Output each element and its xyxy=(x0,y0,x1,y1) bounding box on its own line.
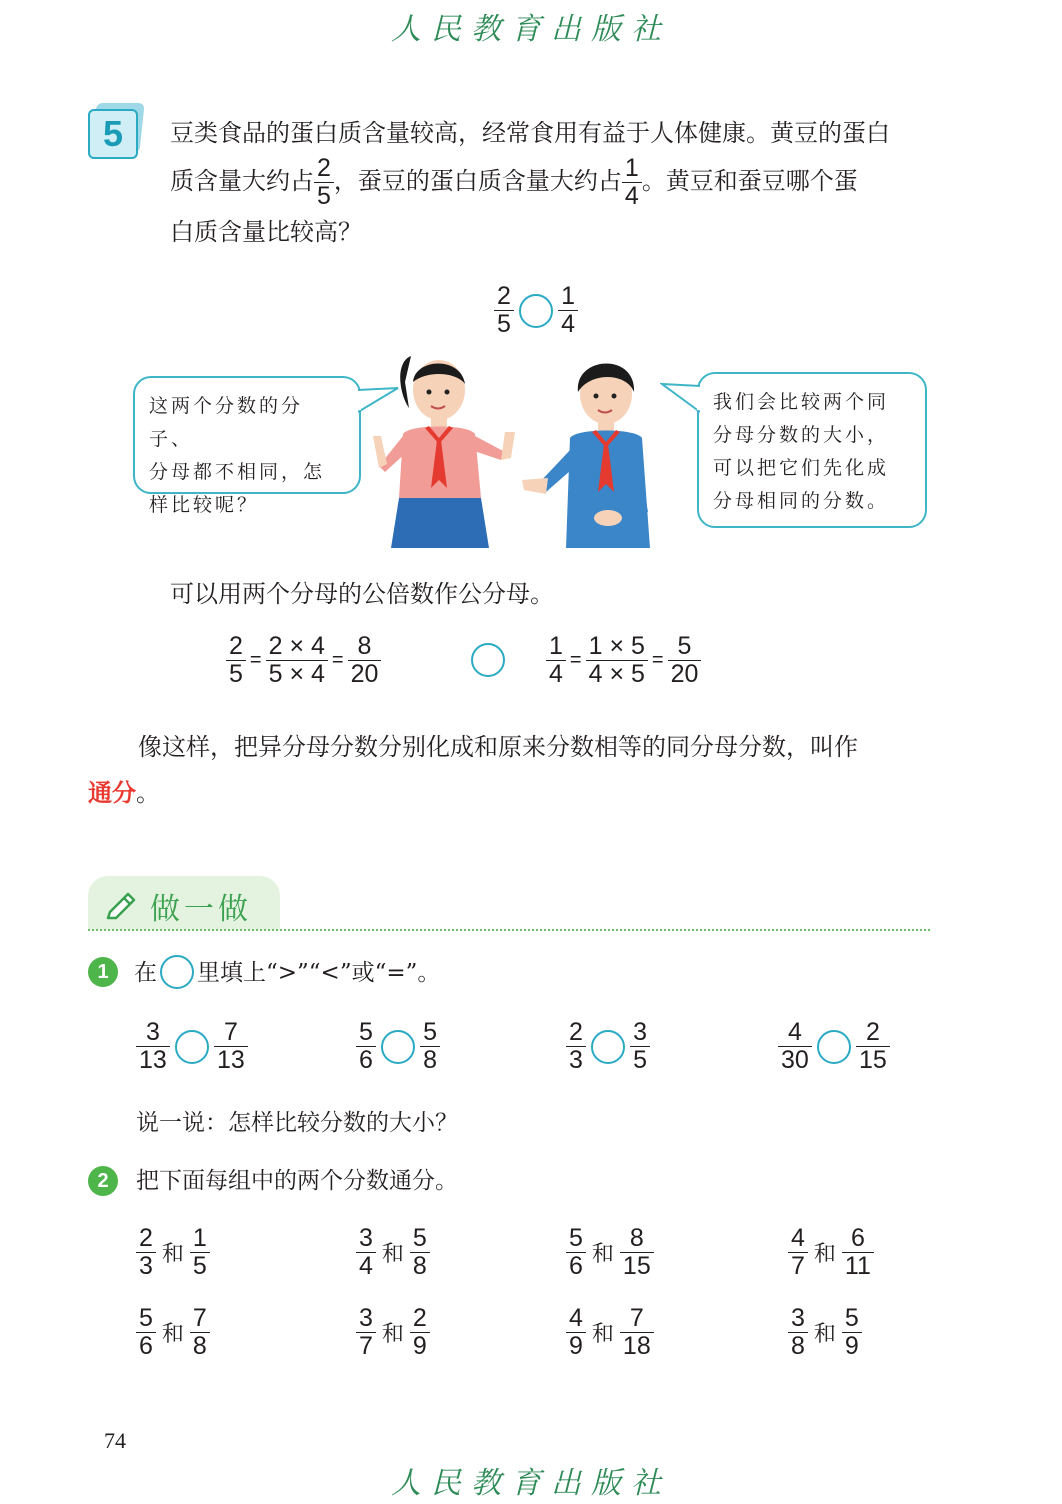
fraction: $\frac{5}{8}$ xyxy=(420,1020,440,1073)
boy-illustration xyxy=(518,352,668,550)
compare-expression xyxy=(494,284,578,337)
term-tongfen: 通分 xyxy=(88,778,136,807)
girl-illustration xyxy=(365,348,525,550)
page-number: 74 xyxy=(104,1428,126,1453)
answer-circle[interactable] xyxy=(591,1030,625,1064)
fraction: $\frac{5}{9}$ xyxy=(842,1306,862,1359)
fraction: $\frac{8}{20}$ xyxy=(348,634,382,687)
fraction: $\frac{1}{4}$ xyxy=(546,634,566,687)
problem-text: 质含量大约占 xyxy=(170,167,314,195)
pencil-icon xyxy=(104,888,138,920)
q1-pair-1 xyxy=(136,1020,248,1073)
fraction: $\frac{7}{13}$ xyxy=(214,1020,248,1073)
q2-pair: $\frac{4}{7}$ 和 $\frac{6}{11}$ xyxy=(788,1226,874,1279)
fraction: $\frac{1}{4}$ xyxy=(622,156,642,209)
fraction: $\frac{2}{5}$ xyxy=(314,156,334,209)
q1-instruction: 在 里填上“>”“<”或“=”。 xyxy=(134,957,440,991)
hint-text: 可以用两个分母的公倍数作公分母。 xyxy=(170,580,554,608)
q2-pair: $\frac{5}{6}$ 和 $\frac{7}{8}$ xyxy=(136,1306,210,1359)
fraction: $\frac{2 \times 4}{5 \times 4}$ xyxy=(266,634,328,687)
answer-circle[interactable] xyxy=(175,1030,209,1064)
calc-left: $\frac{2}{5}$ = $\frac{2 \times 4}{5 \times 4}$ = $\frac{8}{20}$ xyxy=(226,634,381,687)
compare-circle[interactable] xyxy=(471,643,505,677)
fraction: $\frac{3}{13}$ xyxy=(136,1020,170,1073)
fraction: $\frac{3}{8}$ xyxy=(788,1306,808,1359)
fraction: $\frac{2}{5}$ xyxy=(494,284,514,337)
section-divider xyxy=(88,929,930,931)
problem-line-2 xyxy=(170,156,950,209)
example-number-badge xyxy=(88,103,144,159)
answer-circle[interactable] xyxy=(817,1030,851,1064)
q2-pair: $\frac{3}{8}$ 和 $\frac{5}{9}$ xyxy=(788,1306,862,1359)
fraction: $\frac{5}{6}$ xyxy=(566,1226,586,1279)
fraction: $\frac{2}{9}$ xyxy=(410,1306,430,1359)
fraction: $\frac{5}{20}$ xyxy=(668,634,702,687)
q1-pair-3 xyxy=(566,1020,650,1073)
publisher-watermark-top: 人民教育出版社 xyxy=(391,12,671,47)
problem-line-3: 白质含量比较高？ xyxy=(170,218,362,246)
fraction: $\frac{4}{30}$ xyxy=(778,1020,812,1073)
example-number: 5 xyxy=(88,109,138,159)
q1-pair-4 xyxy=(778,1020,890,1073)
zuoyizuo-title: 做一做 xyxy=(150,892,252,927)
definition xyxy=(88,724,948,816)
problem-line-1: 豆类食品的蛋白质含量较高，经常食用有益于人体健康。黄豆的蛋白 xyxy=(170,119,890,147)
q2-pair: $\frac{3}{7}$ 和 $\frac{2}{9}$ xyxy=(356,1306,430,1359)
fraction: $\frac{1}{5}$ xyxy=(190,1226,210,1279)
fraction: $\frac{7}{8}$ xyxy=(190,1306,210,1359)
fraction: $\frac{2}{15}$ xyxy=(856,1020,890,1073)
fraction: $\frac{3}{7}$ xyxy=(356,1306,376,1359)
fraction: $\frac{2}{5}$ xyxy=(226,634,246,687)
fraction: $\frac{2}{3}$ xyxy=(136,1226,156,1279)
example-problem xyxy=(170,110,950,255)
boy-speech-bubble: 我们会比较两个同 分母分数的大小， 可以把它们先化成 分母相同的分数。 xyxy=(697,372,927,528)
compare-circle[interactable] xyxy=(519,294,553,328)
fraction: $\frac{7}{18}$ xyxy=(620,1306,654,1359)
q2-instruction: 把下面每组中的两个分数通分。 xyxy=(136,1168,458,1194)
question-number-2: 2 xyxy=(88,1166,118,1196)
publisher-watermark-bottom: 人民教育出版社 xyxy=(391,1466,671,1501)
definition-line-1: 像这样，把异分母分数分别化成和原来分数相等的同分母分数，叫作 xyxy=(138,733,858,761)
q1-discuss: 说一说：怎样比较分数的大小？ xyxy=(136,1110,458,1136)
fraction: $\frac{1 \times 5}{4 \times 5}$ xyxy=(586,634,648,687)
fraction: $\frac{4}{9}$ xyxy=(566,1306,586,1359)
answer-circle[interactable] xyxy=(381,1030,415,1064)
problem-text: ，蚕豆的蛋白质含量大约占 xyxy=(333,167,622,195)
question-number-1: 1 xyxy=(88,957,118,987)
fraction: $\frac{1}{4}$ xyxy=(558,284,578,337)
q2-pair: $\frac{4}{9}$ 和 $\frac{7}{18}$ xyxy=(566,1306,654,1359)
q2-pair: $\frac{2}{3}$ 和 $\frac{1}{5}$ xyxy=(136,1226,210,1279)
fraction: $\frac{4}{7}$ xyxy=(788,1226,808,1279)
definition-line-2: 通分。 xyxy=(88,778,160,807)
fraction: $\frac{8}{15}$ xyxy=(620,1226,654,1279)
q2-pair: $\frac{3}{4}$ 和 $\frac{5}{8}$ xyxy=(356,1226,430,1279)
fraction: $\frac{3}{5}$ xyxy=(630,1020,650,1073)
fraction: $\frac{5}{6}$ xyxy=(356,1020,376,1073)
fraction: $\frac{3}{4}$ xyxy=(356,1226,376,1279)
fraction: $\frac{5}{8}$ xyxy=(410,1226,430,1279)
fraction: $\frac{6}{11}$ xyxy=(842,1226,874,1279)
girl-speech-bubble: 这两个分数的分子、 分母都不相同，怎 样比较呢？ xyxy=(133,376,361,494)
calc-right: $\frac{1}{4}$ = $\frac{1 \times 5}{4 \times 5}$ = $\frac{5}{20}$ xyxy=(546,634,701,687)
problem-text: 。黄豆和蚕豆哪个蛋 xyxy=(641,167,858,195)
q2-pair: $\frac{5}{6}$ 和 $\frac{8}{15}$ xyxy=(566,1226,654,1279)
q1-pair-2 xyxy=(356,1020,440,1073)
sample-circle xyxy=(160,955,194,989)
fraction: $\frac{2}{3}$ xyxy=(566,1020,586,1073)
fraction: $\frac{5}{6}$ xyxy=(136,1306,156,1359)
